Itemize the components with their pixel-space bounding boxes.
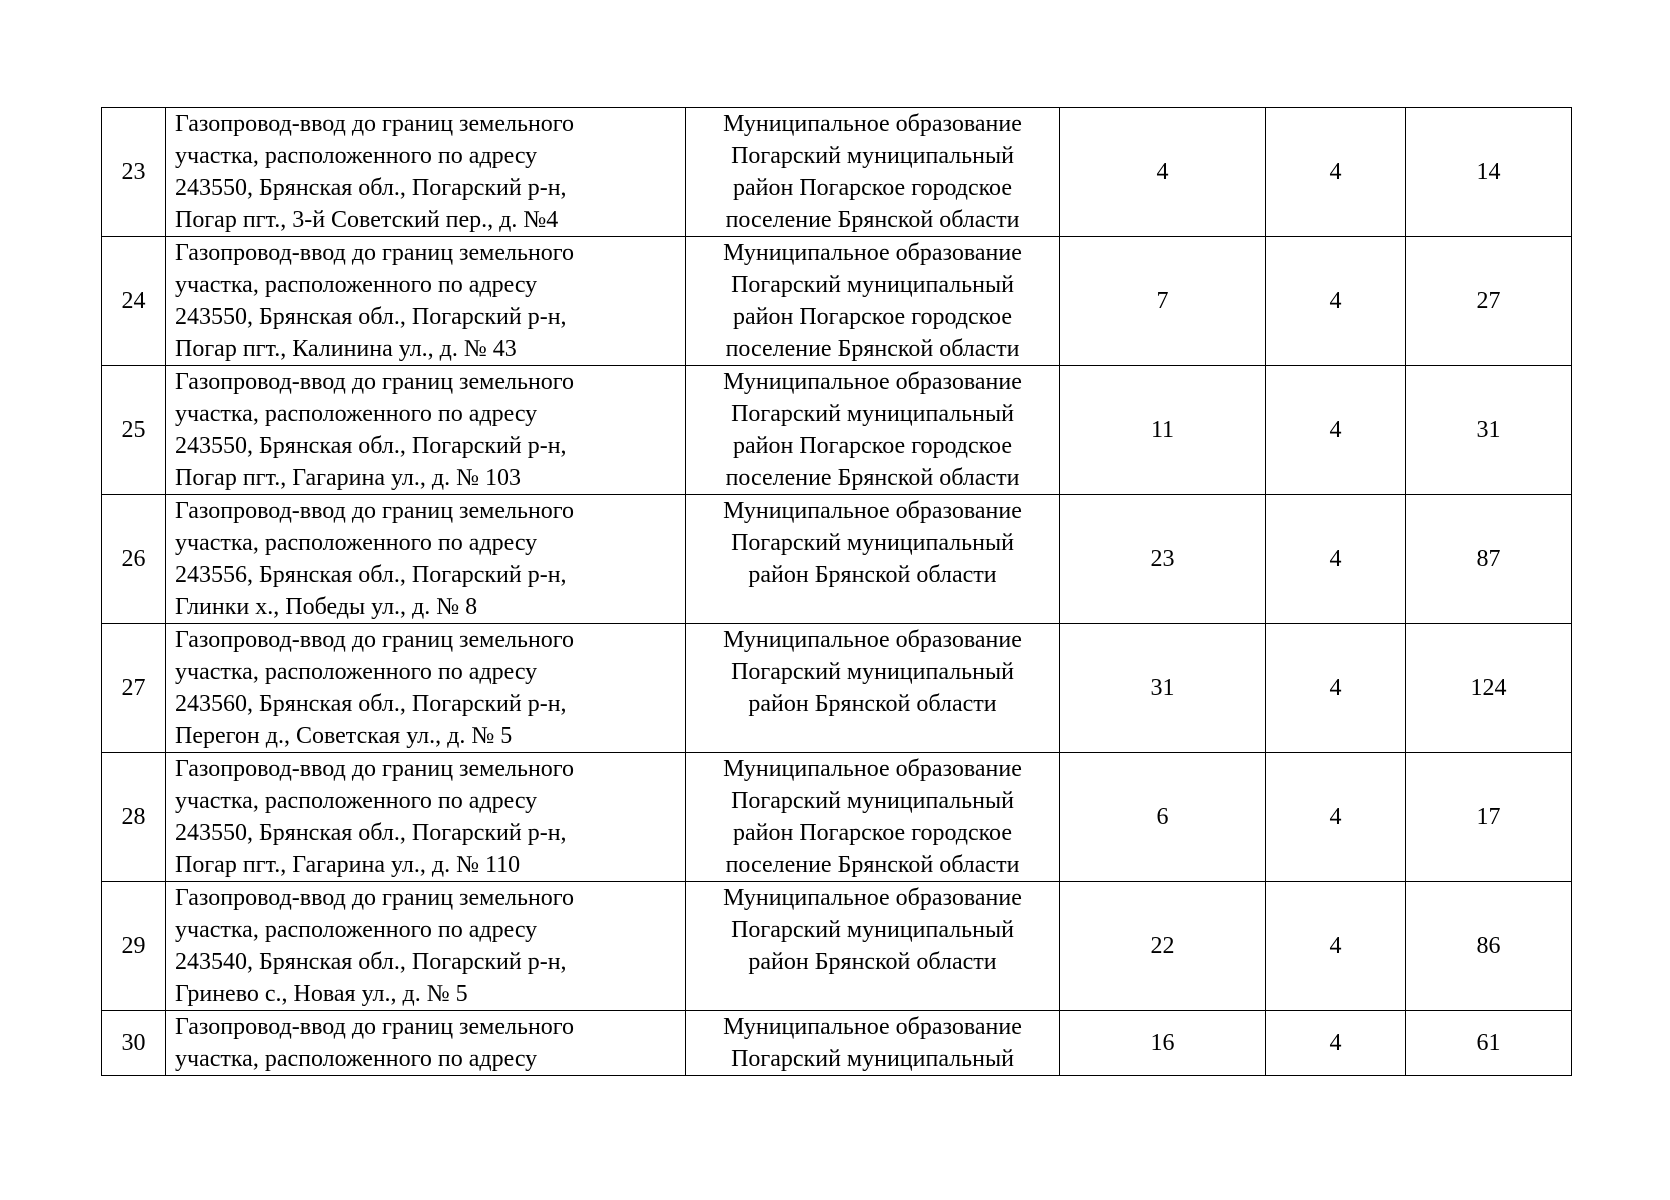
row-number: 25: [102, 366, 166, 495]
object-description: Газопровод-ввод до границ земельного участка, расположенного по адресу 243550, Брянская обл., Погарский р-н, Погар пгт., 3-й Советский пер., д. №4: [166, 108, 686, 237]
row-number: 29: [102, 882, 166, 1011]
document-page: [101, 107, 1572, 1076]
value-cell-2: 4: [1266, 624, 1406, 753]
value-cell-3: 27: [1406, 237, 1572, 366]
gas-pipeline-table: [101, 107, 1572, 1076]
value-cell-2: 4: [1266, 366, 1406, 495]
value-cell-2: 4: [1266, 882, 1406, 1011]
value-cell-3: 14: [1406, 108, 1572, 237]
table-row: [102, 108, 1572, 237]
owner-name: Муниципальное образование Погарский муниципальный район Погарское городское поселение Брянской области: [686, 366, 1060, 495]
value-cell-1: 4: [1060, 108, 1266, 237]
value-cell-3: 17: [1406, 753, 1572, 882]
table-row: [102, 237, 1572, 366]
row-number: 24: [102, 237, 166, 366]
object-description: Газопровод-ввод до границ земельного участка, расположенного по адресу 243550, Брянская обл., Погарский р-н, Погар пгт., Гагарина ул., д. № 103: [166, 366, 686, 495]
object-description: Газопровод-ввод до границ земельного участка, расположенного по адресу 243540, Брянская обл., Погарский р-н, Гринево с., Новая ул., д. № 5: [166, 882, 686, 1011]
value-cell-2: 4: [1266, 753, 1406, 882]
table-row: [102, 882, 1572, 1011]
row-number: 27: [102, 624, 166, 753]
row-number: 23: [102, 108, 166, 237]
value-cell-1: 6: [1060, 753, 1266, 882]
value-cell-1: 23: [1060, 495, 1266, 624]
value-cell-3: 87: [1406, 495, 1572, 624]
object-description: Газопровод-ввод до границ земельного участка, расположенного по адресу 243556, Брянская обл., Погарский р-н, Глинки х., Победы ул., д. № 8: [166, 495, 686, 624]
owner-name: Муниципальное образование Погарский муниципальный: [686, 1011, 1060, 1076]
object-description: Газопровод-ввод до границ земельного участка, расположенного по адресу 243550, Брянская обл., Погарский р-н, Погар пгт., Калинина ул., д. № 43: [166, 237, 686, 366]
value-cell-2: 4: [1266, 1011, 1406, 1076]
owner-name: Муниципальное образование Погарский муниципальный район Брянской области: [686, 624, 1060, 753]
value-cell-1: 11: [1060, 366, 1266, 495]
table-row: [102, 366, 1572, 495]
row-number: 28: [102, 753, 166, 882]
object-description: Газопровод-ввод до границ земельного участка, расположенного по адресу 243550, Брянская обл., Погарский р-н, Погар пгт., Гагарина ул., д. № 110: [166, 753, 686, 882]
owner-name: Муниципальное образование Погарский муниципальный район Погарское городское поселение Брянской области: [686, 753, 1060, 882]
object-description: Газопровод-ввод до границ земельного участка, расположенного по адресу 243560, Брянская обл., Погарский р-н, Перегон д., Советская ул., д. № 5: [166, 624, 686, 753]
owner-name: Муниципальное образование Погарский муниципальный район Брянской области: [686, 495, 1060, 624]
value-cell-1: 31: [1060, 624, 1266, 753]
table-row: [102, 1011, 1572, 1076]
value-cell-1: 7: [1060, 237, 1266, 366]
value-cell-1: 16: [1060, 1011, 1266, 1076]
value-cell-3: 31: [1406, 366, 1572, 495]
table-row: [102, 495, 1572, 624]
table-row: [102, 753, 1572, 882]
value-cell-2: 4: [1266, 237, 1406, 366]
value-cell-1: 22: [1060, 882, 1266, 1011]
row-number: 26: [102, 495, 166, 624]
object-description: Газопровод-ввод до границ земельного участка, расположенного по адресу: [166, 1011, 686, 1076]
owner-name: Муниципальное образование Погарский муниципальный район Брянской области: [686, 882, 1060, 1011]
value-cell-3: 124: [1406, 624, 1572, 753]
table-row: [102, 624, 1572, 753]
value-cell-2: 4: [1266, 108, 1406, 237]
row-number: 30: [102, 1011, 166, 1076]
value-cell-3: 86: [1406, 882, 1572, 1011]
owner-name: Муниципальное образование Погарский муниципальный район Погарское городское поселение Брянской области: [686, 237, 1060, 366]
owner-name: Муниципальное образование Погарский муниципальный район Погарское городское поселение Брянской области: [686, 108, 1060, 237]
value-cell-2: 4: [1266, 495, 1406, 624]
value-cell-3: 61: [1406, 1011, 1572, 1076]
